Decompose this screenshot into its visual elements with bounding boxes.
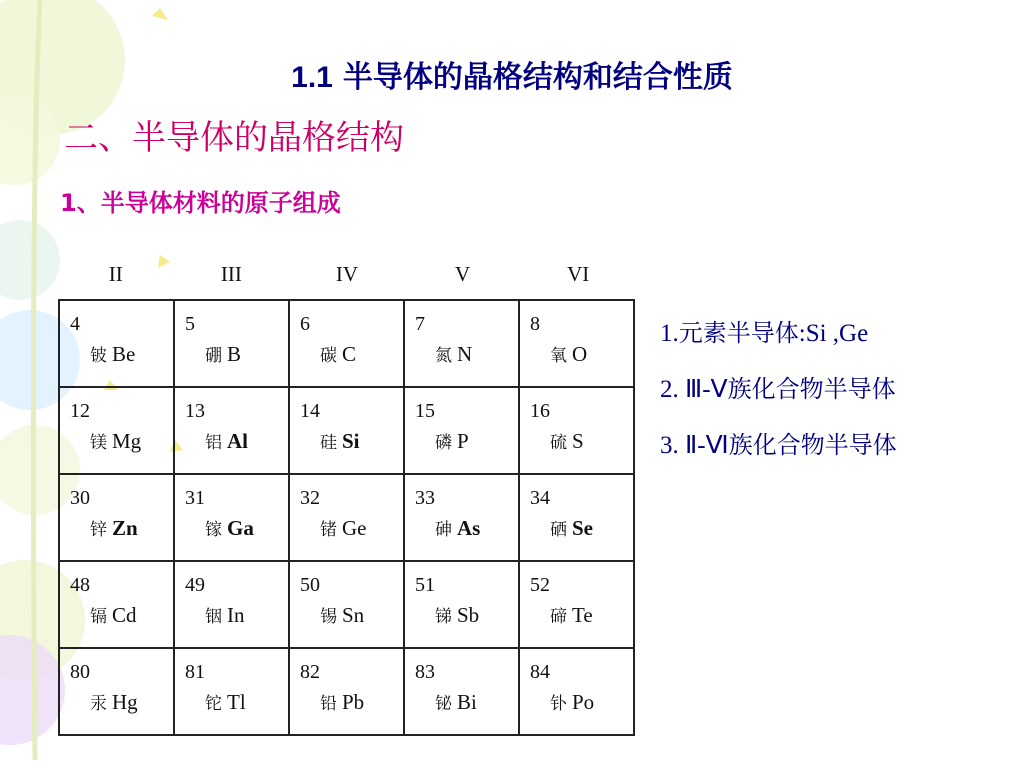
atomic-number: 30 <box>70 487 90 509</box>
slide-subtitle: 二、半导体的晶格结构 <box>64 118 404 158</box>
element-chinese-name: 氮 <box>435 346 452 366</box>
atomic-number: 49 <box>185 574 205 596</box>
element-name <box>435 602 479 628</box>
atomic-number: 81 <box>185 661 205 683</box>
table-row <box>59 387 634 474</box>
element-name <box>205 689 246 715</box>
element-chinese-name: 锑 <box>435 607 452 627</box>
group-header-row <box>58 262 636 292</box>
element-chinese-name: 镓 <box>205 520 222 540</box>
element-symbol: O <box>572 342 588 366</box>
element-chinese-name: 碳 <box>320 346 337 366</box>
atomic-number: 83 <box>415 661 435 683</box>
atomic-number: 15 <box>415 400 435 422</box>
element-chinese-name: 铊 <box>205 694 222 714</box>
element-symbol: Hg <box>112 690 138 714</box>
element-symbol: Mg <box>112 429 142 453</box>
element-chinese-name: 铅 <box>320 694 337 714</box>
element-chinese-name: 铍 <box>90 346 107 366</box>
table-row <box>59 474 634 561</box>
note-prefix: 3. Ⅱ-Ⅵ <box>660 432 729 459</box>
note-text: 族化合物半导体 <box>728 431 897 459</box>
table-row <box>59 561 634 648</box>
element-chinese-name: 镁 <box>90 433 107 453</box>
element-symbol: Sb <box>457 603 480 627</box>
element-chinese-name: 铝 <box>205 433 222 453</box>
slide-title-text: 半导体的晶格结构和结合性质 <box>342 60 733 95</box>
atomic-number: 6 <box>300 313 310 335</box>
element-cell <box>174 474 289 561</box>
group-label: II <box>108 262 123 286</box>
element-name <box>435 515 480 541</box>
element-chinese-name: 锌 <box>90 520 107 540</box>
element-cell <box>174 387 289 474</box>
element-chinese-name: 碲 <box>550 607 567 627</box>
element-cell <box>289 648 404 735</box>
element-chinese-name: 氧 <box>550 346 567 366</box>
element-symbol: C <box>342 342 357 366</box>
atomic-number: 32 <box>300 487 320 509</box>
element-chinese-name: 镉 <box>90 607 107 627</box>
element-name <box>435 689 477 715</box>
element-symbol: Si <box>342 429 360 453</box>
note-item <box>660 313 897 369</box>
atomic-number: 51 <box>415 574 435 596</box>
atomic-number: 34 <box>530 487 550 509</box>
element-name <box>320 428 360 454</box>
element-name <box>435 428 469 454</box>
element-chinese-name: 硒 <box>550 520 567 540</box>
atomic-number: 16 <box>530 400 550 422</box>
atomic-number: 4 <box>70 313 80 335</box>
element-symbol: Te <box>572 603 593 627</box>
atomic-number: 52 <box>530 574 550 596</box>
element-chinese-name: 硫 <box>550 433 567 453</box>
element-cell <box>519 561 634 648</box>
element-cell <box>59 300 174 387</box>
atomic-number: 14 <box>300 400 320 422</box>
element-symbol: Sn <box>342 603 365 627</box>
element-cell <box>519 387 634 474</box>
element-symbol: Tl <box>227 690 246 714</box>
element-name <box>550 515 593 541</box>
note-item <box>660 369 897 425</box>
atomic-number: 8 <box>530 313 540 335</box>
element-cell <box>289 300 404 387</box>
element-name <box>90 428 141 454</box>
element-symbol: In <box>227 603 245 627</box>
element-name <box>320 602 364 628</box>
note-text: 元素半导体 <box>678 319 799 347</box>
element-cell <box>519 300 634 387</box>
element-cell <box>59 648 174 735</box>
element-symbol: Bi <box>457 690 477 714</box>
slide-title-number: 1.1 <box>291 61 333 94</box>
atomic-number: 50 <box>300 574 320 596</box>
slide-title <box>0 52 1024 96</box>
note-item <box>660 425 897 481</box>
note-prefix: 2. Ⅲ-Ⅴ <box>660 376 728 403</box>
table-row <box>59 648 634 735</box>
element-chinese-name: 磷 <box>435 433 452 453</box>
element-name <box>320 515 367 541</box>
element-symbol: As <box>457 516 481 540</box>
atomic-number: 84 <box>530 661 550 683</box>
element-cell <box>174 561 289 648</box>
element-cell <box>519 474 634 561</box>
element-chinese-name: 锡 <box>320 607 337 627</box>
note-prefix: 1. <box>660 320 679 347</box>
group-label: V <box>455 262 471 286</box>
atomic-number: 80 <box>70 661 90 683</box>
element-name <box>205 515 254 541</box>
element-chinese-name: 铋 <box>435 694 452 714</box>
element-name <box>320 689 364 715</box>
element-name <box>320 341 356 367</box>
atomic-number: 13 <box>185 400 205 422</box>
element-cell <box>404 387 519 474</box>
group-label: VI <box>567 262 590 286</box>
atomic-number: 48 <box>70 574 90 596</box>
atomic-number: 33 <box>415 487 435 509</box>
element-symbol: Pb <box>342 690 365 714</box>
element-symbol: Se <box>572 516 593 540</box>
element-symbol: Ge <box>342 516 367 540</box>
element-name <box>90 602 137 628</box>
atomic-number: 82 <box>300 661 320 683</box>
element-name <box>550 689 594 715</box>
atomic-number: 5 <box>185 313 195 335</box>
atomic-number: 7 <box>415 313 425 335</box>
element-cell <box>404 648 519 735</box>
group-label: IV <box>335 262 359 286</box>
semiconductor-notes <box>660 313 897 481</box>
element-cell <box>59 387 174 474</box>
element-cell <box>404 561 519 648</box>
atomic-number: 12 <box>70 400 90 422</box>
element-cell <box>174 300 289 387</box>
element-symbol: Cd <box>112 603 137 627</box>
element-chinese-name: 硅 <box>320 433 337 453</box>
section-heading: 1、半导体材料的原子组成 <box>60 189 341 217</box>
element-name <box>550 428 584 454</box>
element-symbol: P <box>457 429 469 453</box>
element-symbol: S <box>572 429 584 453</box>
element-chinese-name: 锗 <box>320 520 337 540</box>
element-cell <box>289 474 404 561</box>
element-symbol: Zn <box>112 516 138 540</box>
element-chinese-name: 砷 <box>435 520 452 540</box>
element-name <box>550 341 587 367</box>
element-chinese-name: 钋 <box>550 694 567 714</box>
element-name <box>90 689 138 715</box>
element-symbol: Po <box>572 690 595 714</box>
element-cell <box>404 474 519 561</box>
element-name <box>205 428 248 454</box>
element-symbol: Ga <box>227 516 254 540</box>
element-cell <box>519 648 634 735</box>
element-name <box>205 341 241 367</box>
element-cell <box>289 387 404 474</box>
element-symbol: Be <box>112 342 136 366</box>
table-row <box>59 300 634 387</box>
element-cell <box>174 648 289 735</box>
element-cell <box>59 474 174 561</box>
element-chinese-name: 铟 <box>205 607 222 627</box>
element-symbol: B <box>227 342 242 366</box>
element-symbol: Al <box>227 429 248 453</box>
element-name <box>90 515 138 541</box>
periodic-table <box>58 299 635 736</box>
element-cell <box>404 300 519 387</box>
group-label: III <box>220 262 242 286</box>
element-chinese-name: 汞 <box>90 694 107 714</box>
element-symbol: N <box>457 342 473 366</box>
note-text: 族化合物半导体 <box>727 375 896 403</box>
element-name <box>90 341 135 367</box>
element-name <box>550 602 593 628</box>
element-name <box>435 341 472 367</box>
note-suffix: :Si ,Ge <box>798 320 869 347</box>
element-cell <box>59 561 174 648</box>
element-name <box>205 602 245 628</box>
element-cell <box>289 561 404 648</box>
atomic-number: 31 <box>185 487 205 509</box>
element-chinese-name: 硼 <box>205 346 222 366</box>
